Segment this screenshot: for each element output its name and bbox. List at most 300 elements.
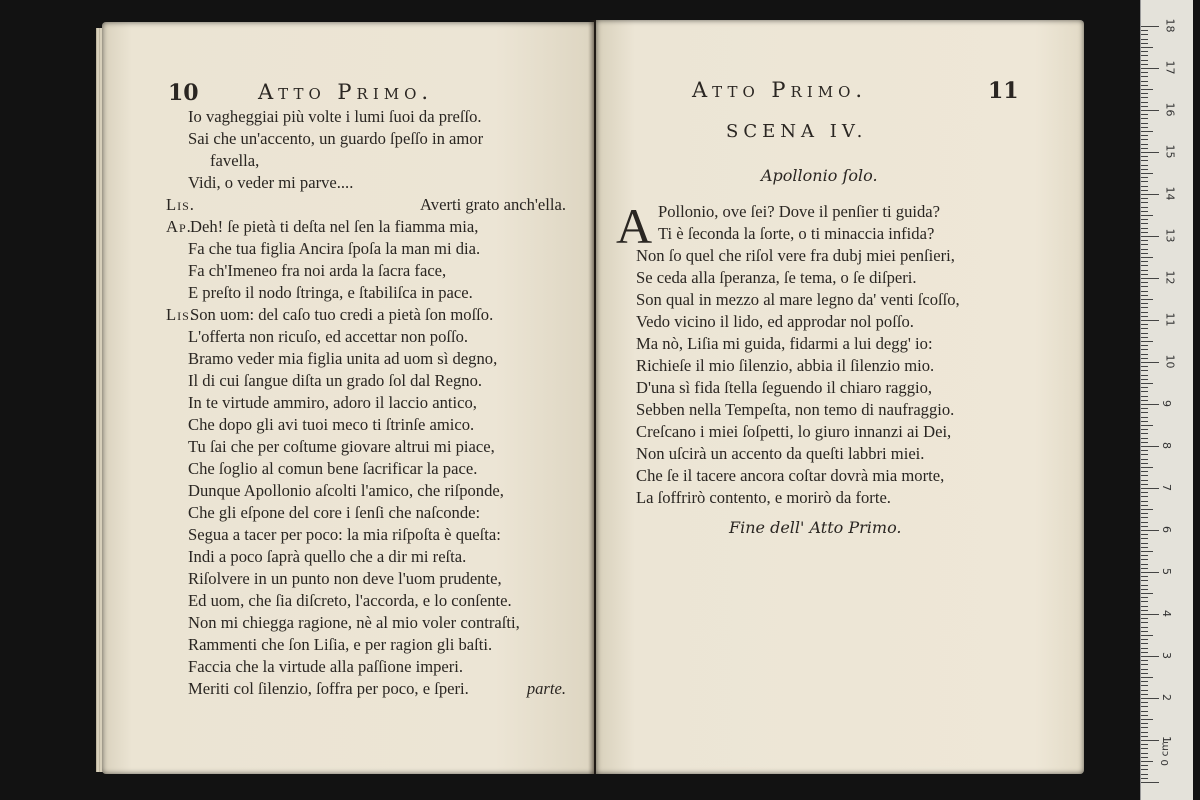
ruler-label: 17 [1163,60,1177,75]
ruler-tick [1141,127,1148,128]
verse-line [166,370,566,392]
verse-text: In te virtude ammiro, adoro il laccio antico, [188,393,477,412]
verse-line [166,612,566,634]
verse-line [166,678,566,700]
ruler-tick [1141,370,1148,371]
ruler-tick [1141,391,1148,392]
verse-line [166,172,566,194]
verse-text: Non mi chiegga ragione, nè al mio voler contraſti, [188,613,520,632]
verse-line [166,194,566,216]
ruler-tick [1141,110,1159,111]
verse-text: La ſoffrirò contento, e morirò da forte. [636,488,891,507]
ruler-tick [1141,480,1148,481]
verse-text: Richieſe il mio ſilenzio, abbia il ſilenzio mio. [636,356,935,375]
right-running-head: Atto Primo. [692,78,868,102]
ruler-tick [1141,265,1148,266]
ruler-tick [1141,85,1148,86]
ruler-tick [1141,156,1148,157]
verse-text: Creſcano i miei ſoſpetti, lo giuro innanzi ai Dei, [636,422,952,441]
verse-text: L'offerta non ricuſo, ed accettar non poſſo. [188,327,469,346]
ruler-tick [1141,543,1148,544]
ruler-tick [1141,635,1153,636]
right-page-number: 11 [988,78,1019,104]
ruler-tick [1141,102,1148,103]
ruler-tick [1141,610,1148,611]
ruler-tick [1141,774,1148,775]
ruler-tick [1141,333,1148,334]
verse-line [166,656,566,678]
verse-line [636,289,1056,311]
ruler-tick [1141,282,1148,283]
ruler-tick [1141,261,1148,262]
ruler-tick [1141,627,1148,628]
ruler-tick [1141,513,1148,514]
ruler-tick [1141,274,1148,275]
verse-line [636,355,1056,377]
ruler-tick [1141,698,1159,699]
right-verse-block [636,201,1056,509]
ruler-tick [1141,648,1148,649]
ruler-tick [1141,702,1148,703]
ruler-tick [1141,160,1148,161]
verse-line [166,150,566,172]
ruler-tick [1141,379,1148,380]
verse-text: Indi a poco ſaprà quello che a dir mi reſta. [188,547,467,566]
verse-line [166,590,566,612]
ruler-label: 18 [1163,18,1177,33]
ruler-tick [1141,782,1159,783]
ruler-tick [1141,39,1148,40]
ruler-tick [1141,614,1159,615]
speaker-heading: Apollonio ſolo. [761,166,878,185]
ruler-tick [1141,324,1148,325]
ruler-tick [1141,778,1148,779]
verse-text: Bramo veder mia figlia unita ad uom sì degno, [188,349,498,368]
ruler-tick [1141,526,1148,527]
ruler-tick [1141,375,1148,376]
verse-text: Tu ſai che per coſtume giovare altrui mi piace, [188,437,495,456]
verse-text: favella, [210,151,260,170]
ruler-tick [1141,727,1148,728]
ruler-tick [1141,597,1148,598]
ruler-tick [1141,593,1153,594]
ruler-tick [1141,43,1148,44]
verse-text: Sai che un'accento, un guardo ſpeſſo in amor [188,129,484,148]
ruler-tick [1141,207,1148,208]
verse-text: Son uom: del caſo tuo credi a pietà ſon moſſo. [190,305,494,324]
ruler-label: 14 [1163,186,1177,201]
ruler-tick [1141,530,1159,531]
ruler-tick [1141,362,1159,363]
ruler-tick [1141,576,1148,577]
verse-line [636,245,1056,267]
ruler-tick [1141,152,1159,153]
verse-line [166,392,566,414]
ruler-tick [1141,505,1148,506]
verse-line [166,326,566,348]
verse-text: Rammenti che ſon Liſia, e per ragion gli baſti. [188,635,493,654]
verse-line [166,436,566,458]
ruler-tick [1141,492,1148,493]
ruler-tick [1141,232,1148,233]
ruler-tick [1141,761,1153,762]
verse-line [636,465,1056,487]
ruler-tick [1141,656,1159,657]
ruler-tick [1141,51,1148,52]
verse-text: Che dopo gli avi tuoi meco ti ſtrinſe amico. [188,415,475,434]
ruler-tick [1141,303,1148,304]
verse-text: E preſto il nodo ſtringa, e ſtabiliſca in pace. [188,283,473,302]
ruler-tick [1141,753,1148,754]
ruler-tick [1141,744,1148,745]
ruler-tick [1141,559,1148,560]
verse-text: Deh! ſe pietà ti deſta nel ſen la fiamma mia, [190,217,479,236]
verse-line [166,282,566,304]
ruler-tick [1141,257,1153,258]
verse-text: Io vagheggiai più volte i lumi ſuoi da preſſo. [188,107,482,126]
ruler-tick [1141,606,1148,607]
verse-line [166,568,566,590]
verse-line [636,201,1056,223]
verse-text: Ma nò, Liſia mi guida, fidarmi a lui degg' io: [636,334,933,353]
ruler-tick [1141,144,1148,145]
verse-text: Fa ch'Imeneo fra noi arda la ſacra face, [188,261,447,280]
ruler-tick [1141,631,1148,632]
ruler-tick [1141,547,1148,548]
ruler-tick [1141,450,1148,451]
ruler-tick [1141,76,1148,77]
verse-line [636,399,1056,421]
verse-line [636,421,1056,443]
ruler-tick [1141,459,1148,460]
ruler-tick [1141,131,1153,132]
drop-cap: A [616,198,653,254]
ruler-tick [1141,295,1148,296]
ruler-tick [1141,34,1148,35]
ruler-tick [1141,270,1148,271]
ruler-tick [1141,366,1148,367]
verse-line [166,106,566,128]
verse-text: Segua a tacer per poco: la mia riſpoſta è queſta: [188,525,501,544]
verse-text: Vedo vicino il lido, ed approdar nol poſſo. [636,312,914,331]
verse-text: Il di cui ſangue diſta un grado ſol dal Regno. [188,371,483,390]
left-running-head: Atto Primo. [258,80,434,104]
ruler-tick [1141,404,1159,405]
verse-line [166,304,566,326]
left-page-number: 10 [168,80,199,106]
ruler-tick [1141,551,1153,552]
ruler-label: 3 [1160,652,1173,659]
ruler-tick [1141,618,1148,619]
verse-text: D'una sì fida ſtella ſeguendo il chiaro raggio, [636,378,933,397]
ruler-tick [1141,580,1148,581]
ruler-tick [1141,643,1148,644]
ruler-tick [1141,467,1153,468]
ruler-tick [1141,211,1148,212]
verse-text: Ti è ſeconda la ſorte, o ti minaccia infida? [658,224,935,243]
ruler-tick [1141,349,1148,350]
ruler-tick [1141,765,1148,766]
verse-text: Pollonio, ove ſei? Dove il penſier ti guida? [658,202,941,221]
verse-line [166,502,566,524]
ruler-tick [1141,148,1148,149]
ruler-tick [1141,26,1159,27]
verse-text: Non ſo quel che riſol vere fra dubj miei penſieri, [636,246,955,265]
ruler-tick [1141,660,1148,661]
verse-line [166,128,566,150]
ruler-tick [1141,223,1148,224]
left-page [102,22,594,774]
ruler-tick [1141,236,1159,237]
ruler-tick [1141,732,1148,733]
ruler-tick [1141,538,1148,539]
ruler-tick [1141,114,1148,115]
verse-line [166,524,566,546]
ruler-tick [1141,694,1148,695]
ruler-tick [1141,488,1159,489]
measuring-ruler [1140,0,1193,800]
verse-line [636,443,1056,465]
ruler-tick [1141,123,1148,124]
ruler-tick [1141,97,1148,98]
verse-text: Non uſcirà un accento da queſti labbri miei. [636,444,925,463]
ruler-tick [1141,72,1148,73]
ruler-label: 4 [1160,610,1173,617]
ruler-tick [1141,417,1148,418]
ruler-label: 7 [1160,484,1173,491]
verse-line [636,333,1056,355]
verse-text: Se ceda alla ſperanza, ſe tema, o ſe diſperi. [636,268,917,287]
ruler-tick [1141,139,1148,140]
ruler-tick [1141,639,1148,640]
verse-line [636,377,1056,399]
ruler-tick [1141,622,1148,623]
ruler-label: 2 [1160,694,1173,701]
verse-line [166,458,566,480]
ruler-tick [1141,509,1153,510]
verse-text: Vidi, o veder mi parve.... [188,173,354,192]
ruler-tick [1141,383,1153,384]
ruler-tick [1141,396,1148,397]
verse-text: Son qual in mezzo al mare legno da' venti ſcoſſo, [636,290,960,309]
ruler-tick [1141,421,1148,422]
ruler-tick [1141,522,1148,523]
ruler-tick [1141,601,1148,602]
verse-line [636,223,1056,245]
ruler-label: 10 [1163,354,1177,369]
ruler-tick [1141,585,1148,586]
ruler-label: 6 [1160,526,1173,533]
ruler-tick [1141,64,1148,65]
ruler-tick [1141,286,1148,287]
ruler-tick [1141,341,1153,342]
ruler-tick [1141,198,1148,199]
left-verse-block [166,106,566,700]
verse-text: Che gli eſpone del core i ſenſi che naſconde: [188,503,481,522]
ruler-tick [1141,181,1148,182]
ruler-tick [1141,740,1159,741]
ruler-tick [1141,706,1148,707]
ruler-tick [1141,47,1153,48]
ruler-tick [1141,429,1148,430]
ruler-tick [1141,501,1148,502]
verse-text: Riſolvere in un punto non deve l'uom prudente, [188,569,502,588]
ruler-tick [1141,291,1148,292]
ruler-tick [1141,757,1148,758]
verse-text [188,195,190,214]
ruler-tick [1141,202,1148,203]
ruler-tick [1141,316,1148,317]
verse-text: Meriti col ſilenzio, ſoffra per poco, e ſperi. [188,679,469,698]
ruler-tick [1141,496,1148,497]
speaker-abbrev: Ap. [166,217,192,236]
ruler-tick [1141,425,1153,426]
ruler-tick [1141,68,1159,69]
ruler-tick [1141,215,1153,216]
verse-right-text: Averti grato anch'ella. [420,195,566,214]
ruler-tick [1141,186,1148,187]
verse-line [166,480,566,502]
ruler-tick [1141,106,1148,107]
ruler-label: 13 [1163,228,1177,243]
ruler-label: 12 [1163,270,1177,285]
verse-right-text: parte. [526,679,566,698]
verse-line [166,216,566,238]
ruler-tick [1141,564,1148,565]
verse-text: Che ſoglio al comun bene ſacrificar la pace. [188,459,478,478]
verse-line [636,311,1056,333]
ruler-tick [1141,534,1148,535]
ruler-tick [1141,249,1148,250]
ruler-tick [1141,194,1159,195]
ruler-tick [1141,240,1148,241]
verse-text: Che ſe il tacere ancora coſtar dovrà mia morte, [636,466,945,485]
ruler-tick [1141,337,1148,338]
ruler-tick [1141,463,1148,464]
verse-line [636,487,1056,509]
ruler-tick [1141,228,1148,229]
verse-line [166,238,566,260]
ruler-tick [1141,219,1148,220]
ruler-tick [1141,572,1159,573]
verse-text: Faccia che la virtude alla paſſione imperi. [188,657,464,676]
ruler-label: 15 [1163,144,1177,159]
right-page [596,20,1084,774]
ruler-tick [1141,358,1148,359]
ruler-tick [1141,664,1148,665]
ruler-tick [1141,673,1148,674]
ruler-tick [1141,438,1148,439]
ruler-tick [1141,454,1148,455]
ruler-tick [1141,736,1148,737]
ruler-tick [1141,433,1148,434]
ruler-tick [1141,169,1148,170]
ruler-tick [1141,484,1148,485]
ruler-tick [1141,589,1148,590]
ruler-tick [1141,715,1148,716]
verse-text: Sebben nella Tempeſta, non temo di naufraggio. [636,400,955,419]
ruler-tick [1141,719,1153,720]
ruler-tick [1141,652,1148,653]
ruler-tick [1141,685,1148,686]
verse-text: Dunque Apollonio aſcolti l'amico, che riſponde, [188,481,504,500]
ruler-tick [1141,299,1153,300]
ruler-tick [1141,60,1148,61]
ruler-tick [1141,312,1148,313]
ruler-tick [1141,278,1159,279]
ruler-tick [1141,471,1148,472]
ruler-label: 9 [1160,400,1173,407]
verse-line [636,267,1056,289]
ruler-tick [1141,118,1148,119]
speaker-abbrev: Lis. [166,305,195,324]
ruler-unit-label: 0 cm [1159,741,1171,766]
ruler-label: 16 [1163,102,1177,117]
ruler-tick [1141,681,1148,682]
verse-line [166,546,566,568]
ruler-label: 1 [1160,736,1173,743]
ruler-tick [1141,408,1148,409]
ruler-tick [1141,173,1153,174]
ruler-tick [1141,446,1159,447]
ruler-tick [1141,190,1148,191]
scene-title: SCENA IV. [726,121,868,142]
ruler-tick [1141,253,1148,254]
ruler-tick [1141,81,1148,82]
verse-line [166,260,566,282]
ruler-label: 8 [1160,442,1173,449]
ruler-tick [1141,711,1148,712]
ruler-label: 5 [1160,568,1173,575]
ruler-tick [1141,244,1148,245]
ruler-label: 11 [1163,312,1177,327]
ruler-tick [1141,30,1148,31]
verse-text: Fa che tua figlia Ancira ſpoſa la man mi dia. [188,239,481,258]
act-closing: Fine dell' Atto Primo. [729,518,902,537]
ruler-tick [1141,177,1148,178]
ruler-tick [1141,769,1148,770]
ruler-tick [1141,555,1148,556]
ruler-tick [1141,723,1148,724]
ruler-tick [1141,93,1148,94]
speaker-abbrev: Lis. [166,195,195,214]
verse-line [166,414,566,436]
verse-text: Ed uom, che ſia diſcreto, l'accorda, e lo conſente. [188,591,512,610]
verse-line [166,348,566,370]
ruler-tick [1141,412,1148,413]
ruler-tick [1141,669,1148,670]
ruler-tick [1141,345,1148,346]
ruler-tick [1141,89,1153,90]
ruler-tick [1141,307,1148,308]
ruler-tick [1141,55,1148,56]
ruler-tick [1141,690,1148,691]
ruler-tick [1141,517,1148,518]
ruler-tick [1141,354,1148,355]
verse-line [166,634,566,656]
ruler-tick [1141,568,1148,569]
ruler-tick [1141,135,1148,136]
ruler-tick [1141,320,1159,321]
ruler-tick [1141,442,1148,443]
ruler-tick [1141,328,1148,329]
ruler-tick [1141,165,1148,166]
ruler-tick [1141,475,1148,476]
ruler-tick [1141,387,1148,388]
ruler-tick [1141,677,1153,678]
ruler-tick [1141,748,1148,749]
ruler-tick [1141,400,1148,401]
